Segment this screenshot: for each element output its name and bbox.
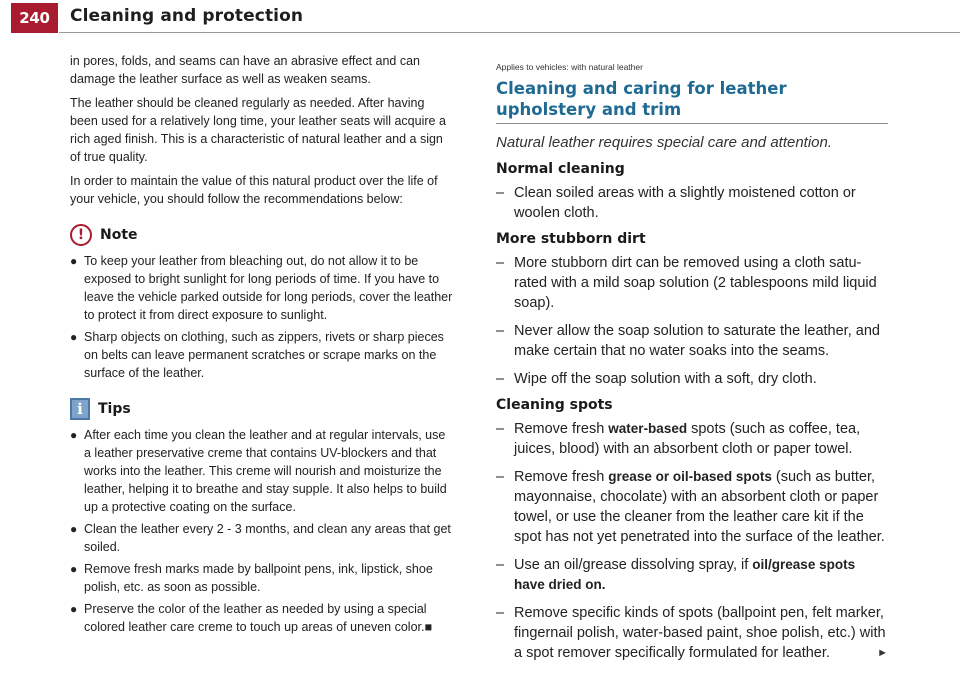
right-column	[496, 62, 888, 671]
page-header	[0, 0, 960, 34]
bullet-icon: ●	[70, 522, 78, 536]
bullet-icon: ●	[70, 428, 78, 442]
list-item: – Remove fresh grease or oil-based spots (such as butter, mayonnaise, chocolate) with an absorbent cloth or paper towel, or use the cleaner from the leather care kit if the spot has not yet penetrated into the surface of the leather.	[496, 469, 885, 545]
dash-icon: –	[496, 371, 505, 387]
section-subtitle: Natural leather requires special care and attention.	[496, 134, 833, 151]
list-item: ● Sharp objects on clothing, such as zippers, rivets or sharp pieces on belts can leave permanent scratches or scrape marks on the surface of the leather.	[70, 330, 444, 380]
section-title: Cleaning and caring for leather upholstery and trim	[496, 78, 888, 124]
bullet-icon: ●	[70, 562, 78, 576]
tips-title: Tips	[98, 401, 131, 417]
dash-icon: –	[496, 557, 505, 573]
list-item: ● Remove fresh marks made by ballpoint pens, ink, lipstick, shoe polish, etc. as soon as possible.	[70, 562, 433, 594]
dash-icon: –	[496, 185, 505, 201]
note-title: Note	[100, 227, 138, 243]
list-item: ● Preserve the color of the leather as needed by using a special colored leather care creme to touch up areas of uneven color.■	[70, 602, 433, 634]
dash-icon: –	[496, 323, 505, 339]
list-item: – Remove fresh water-based spots (such as coffee, tea, juices, blood) with an absorbent cloth or paper towel.	[496, 421, 861, 457]
list-item: ● Clean the leather every 2 - 3 months, and clean any areas that get soiled.	[70, 522, 451, 554]
dash-icon: –	[496, 469, 505, 485]
list-item: – More stubborn dirt can be removed using a cloth satu-rated with a mild soap solution (2 tablespoons mild liquid soap).	[496, 255, 877, 311]
dash-icon: –	[496, 255, 505, 271]
continue-arrow-icon: ►	[877, 647, 888, 659]
end-of-section-mark: ■	[424, 620, 433, 634]
bullet-icon: ●	[70, 254, 78, 268]
page-number: 240	[11, 3, 58, 33]
list-item: ● After each time you clean the leather and at regular intervals, use a leather preservative creme that contains UV-blockers and that works into the leather. This creme will nourish and moisturize the leather, helping it to breathe and stay supple. It also helps to build up a protective coating on the surface.	[70, 428, 447, 514]
list-item: – Wipe off the soap solution with a soft, dry cloth.	[496, 371, 817, 387]
list-item: – Never allow the soap solution to saturate the leather, and make certain that no water soaks into the seams.	[496, 323, 880, 359]
bullet-icon: ●	[70, 330, 78, 344]
bullet-icon: ●	[70, 602, 78, 616]
paragraph: in pores, folds, and seams can have an abrasive effect and can damage the leather surface as well as weaken seams.	[70, 54, 420, 86]
list-item: ● To keep your leather from bleaching out, do not allow it to be exposed to bright sunlight for long periods of time. If you have to leave the vehicle parked outside for long periods, cover the leather to protect it from direct exposure to sunlight.	[70, 254, 453, 322]
chapter-title: Cleaning and protection	[70, 6, 304, 26]
header-divider	[59, 32, 960, 33]
paragraph: The leather should be cleaned regularly as needed. After having been used for a relatively long time, your leather seats will acquire a rich aged finish. This is a characteristic of natural leather and a sign of true quality.	[70, 96, 446, 164]
tips-heading	[70, 398, 454, 420]
left-column	[70, 52, 454, 640]
list-item: – Use an oil/grease dissolving spray, if oil/grease spots have dried on.	[496, 555, 888, 595]
notice-icon: !	[70, 224, 92, 246]
note-heading	[70, 224, 454, 246]
subheading-normal-cleaning: Normal cleaning	[496, 161, 625, 177]
info-icon: i	[70, 398, 90, 420]
subheading-cleaning-spots: Cleaning spots	[496, 397, 613, 413]
dash-icon: –	[496, 421, 505, 437]
applies-to-label: Applies to vehicles: with natural leather	[496, 62, 643, 72]
paragraph: In order to maintain the value of this natural product over the life of your vehicle, you should follow the recommendations below:	[70, 174, 438, 206]
dash-icon: –	[496, 605, 505, 621]
list-item: – Remove specific kinds of spots (ballpoint pen, felt marker, fingernail polish, water-based paint, shoe polish, etc.) with a spot remover specifically formulated for leather. ►	[496, 605, 888, 661]
list-item: – Clean soiled areas with a slightly moistened cotton or woolen cloth.	[496, 185, 856, 221]
subheading-stubborn-dirt: More stubborn dirt	[496, 231, 646, 247]
